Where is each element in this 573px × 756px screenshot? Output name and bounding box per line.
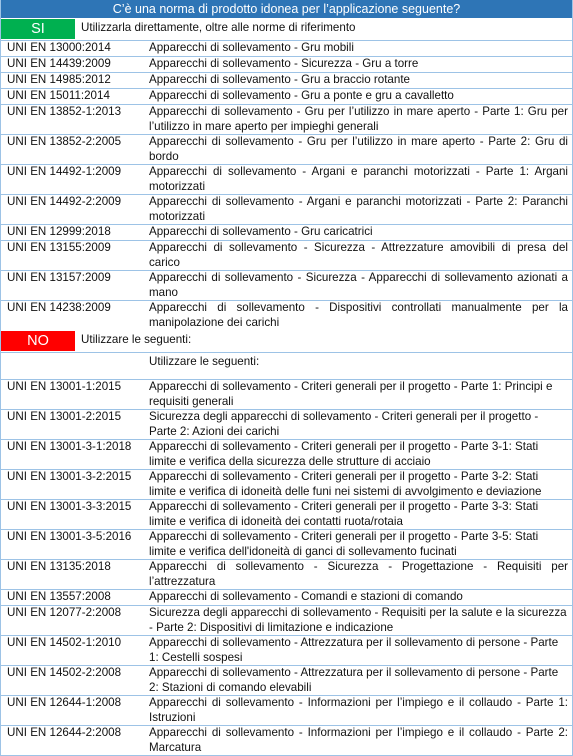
standard-code: UNI EN 14492-1:2009 — [7, 165, 122, 178]
standard-description: Apparecchi di sollevamento - Gru per l’utilizzo in mare aperto - Parte 2: Gru di bordo — [149, 135, 568, 163]
si-badge: SI — [1, 19, 75, 39]
table-row — [1, 241, 572, 271]
standard-code: UNI EN 12077-2:2008 — [7, 606, 122, 619]
standard-description: Apparecchi di sollevamento - Argani e paranchi motorizzati - Parte 2: Paranchi motorizzati — [149, 195, 568, 223]
table-row — [1, 530, 572, 560]
table-row — [1, 500, 572, 530]
standard-description: Apparecchi di sollevamento - Criteri generali per il progetto - Parte 3-2: Stati limite e verifica di idoneità delle funi nei sistemi di avvolgimento e deviazione — [149, 470, 542, 498]
si-instruction: Utilizzarla direttamente, oltre alle norme di riferimento — [81, 21, 356, 34]
table-row — [1, 301, 572, 330]
table-row — [1, 135, 572, 165]
table-row — [1, 105, 572, 135]
standard-description: Apparecchi di sollevamento - Gru per l’utilizzo in mare aperto - Parte 1: Gru per l’utilizzo in mare aperto per impieghi generali — [149, 105, 568, 133]
si-rows — [1, 41, 572, 330]
standard-code: UNI EN 13001-3-2:2015 — [7, 470, 132, 483]
table-row — [1, 271, 572, 301]
standard-code: UNI EN 12999:2018 — [7, 225, 111, 238]
standard-description: Apparecchi di sollevamento - Gru a ponte e gru a cavalletto — [149, 89, 454, 102]
standard-code: UNI EN 13557:2008 — [7, 590, 111, 603]
standard-description: Apparecchi di sollevamento - Attrezzatura per il sollevamento di persone - Parte 2: Stazioni di comando elevabili — [149, 666, 559, 694]
standard-code: UNI EN 13000:2014 — [7, 41, 111, 54]
standard-description: Apparecchi di sollevamento - Sicurezza - Progettazione - Requisiti per l’attrezzatura — [149, 560, 568, 588]
standard-code: UNI EN 13155:2009 — [7, 241, 111, 254]
standard-description: Apparecchi di sollevamento - Dispositivi controllati manualmente per la manipolazione dei carichi — [149, 301, 568, 329]
standard-description: Apparecchi di sollevamento - Sicurezza - Apparecchi di sollevamento azionati a mano — [149, 271, 568, 299]
standard-code: UNI EN 14439:2009 — [7, 57, 111, 70]
standard-code: UNI EN 14492-2:2009 — [7, 195, 122, 208]
standard-code: UNI EN 13852-2:2005 — [7, 135, 122, 148]
standard-code: UNI EN 13001-3-1:2018 — [7, 440, 132, 453]
table-row — [1, 440, 572, 470]
standard-description: Apparecchi di sollevamento - Criteri generali per il progetto - Parte 3-5: Stati limite e verifica dell'idoneità di ganci di sollevamento fucinati — [149, 530, 539, 558]
table-row — [1, 380, 572, 410]
standard-description: Sicurezza degli apparecchi di sollevamento - Criteri generali per il progetto - Parte 2: Azioni dei carichi — [149, 410, 539, 438]
standard-code: UNI EN 15011:2014 — [7, 89, 110, 102]
table-row — [1, 636, 572, 666]
standard-code: UNI EN 13135:2018 — [7, 560, 111, 573]
table-row — [1, 89, 572, 105]
standard-description: Apparecchi di sollevamento - Gru a braccio rotante — [149, 73, 410, 86]
standard-code: UNI EN 13157:2009 — [7, 271, 111, 284]
table-row — [1, 195, 572, 225]
empty-code-cell — [1, 353, 141, 379]
standard-description: Apparecchi di sollevamento - Gru mobili — [149, 41, 354, 54]
standard-code: UNI EN 13001-2:2015 — [7, 410, 122, 423]
table-row — [1, 666, 572, 696]
table-row — [1, 41, 572, 57]
standard-code: UNI EN 13001-1:2015 — [7, 380, 122, 393]
table-row — [1, 696, 572, 726]
no-badge: NO — [1, 331, 75, 351]
standard-description: Apparecchi di sollevamento - Sicurezza - Attrezzature amovibili di presa del carico — [149, 241, 568, 269]
standard-code: UNI EN 13001-3-5:2016 — [7, 530, 132, 543]
no-subheading-row — [1, 353, 572, 380]
table-row — [1, 590, 572, 606]
standard-code: UNI EN 12644-2:2008 — [7, 726, 122, 739]
table-row — [1, 57, 572, 73]
no-subheading: Utilizzare le seguenti: — [149, 355, 260, 368]
table-row — [1, 606, 572, 636]
standard-description: Apparecchi di sollevamento - Criteri generali per il progetto - Parte 1: Principi e requisiti generali — [149, 380, 553, 408]
standard-code: UNI EN 13852-1:2013 — [7, 105, 122, 118]
table-row — [1, 470, 572, 500]
no-rows — [1, 380, 572, 755]
standard-code: UNI EN 14502-1:2010 — [7, 636, 122, 649]
standard-description: Apparecchi di sollevamento - Gru caricatrici — [149, 225, 373, 238]
table-row — [1, 73, 572, 89]
standard-code: UNI EN 12644-1:2008 — [7, 696, 122, 709]
standard-description: Sicurezza degli apparecchi di sollevamento - Requisiti per la salute e la sicurezza - Parte 2: Dispositivi di limitazione e indicazione — [149, 606, 567, 634]
standard-description: Apparecchi di sollevamento - Attrezzatura per il sollevamento di persone - Parte 1: Cestelli sospesi — [149, 636, 559, 664]
standard-description: Apparecchi di sollevamento - Comandi e stazioni di comando — [149, 590, 463, 603]
standard-code: UNI EN 13001-3-3:2015 — [7, 500, 132, 513]
si-header-row — [1, 18, 572, 41]
standard-description: Apparecchi di sollevamento - Criteri generali per il progetto - Parte 3-1: Stati limite e verifica della sicurezza delle strutture di acciaio — [149, 440, 539, 468]
no-instruction: Utilizzare le seguenti: — [81, 333, 192, 346]
table-row — [1, 560, 572, 590]
standard-description: Apparecchi di sollevamento - Sicurezza - Gru a torre — [149, 57, 419, 70]
table-row — [1, 225, 572, 241]
standard-code: UNI EN 14985:2012 — [7, 73, 111, 86]
standard-description: Apparecchi di sollevamento - Criteri generali per il progetto - Parte 3-3: Stati limite e verifica di idoneità dei contatti ruota/rotaia — [149, 500, 539, 528]
standard-description: Apparecchi di sollevamento - Informazioni per l’impiego e il collaudo - Parte 2: Marcatura — [149, 726, 568, 754]
standard-code: UNI EN 14238:2009 — [7, 301, 111, 314]
no-header-row — [1, 330, 572, 353]
standard-code: UNI EN 14502-2:2008 — [7, 666, 122, 679]
table-title: C’è una norma di prodotto idonea per l’applicazione seguente? — [1, 0, 572, 18]
standard-description: Apparecchi di sollevamento - Informazioni per l’impiego e il collaudo - Parte 1: Istruzioni — [149, 696, 568, 724]
table-row — [1, 410, 572, 440]
table-row — [1, 165, 572, 195]
standard-description: Apparecchi di sollevamento - Argani e paranchi motorizzati - Parte 1: Argani motorizzati — [149, 165, 568, 193]
table-row — [1, 726, 572, 755]
